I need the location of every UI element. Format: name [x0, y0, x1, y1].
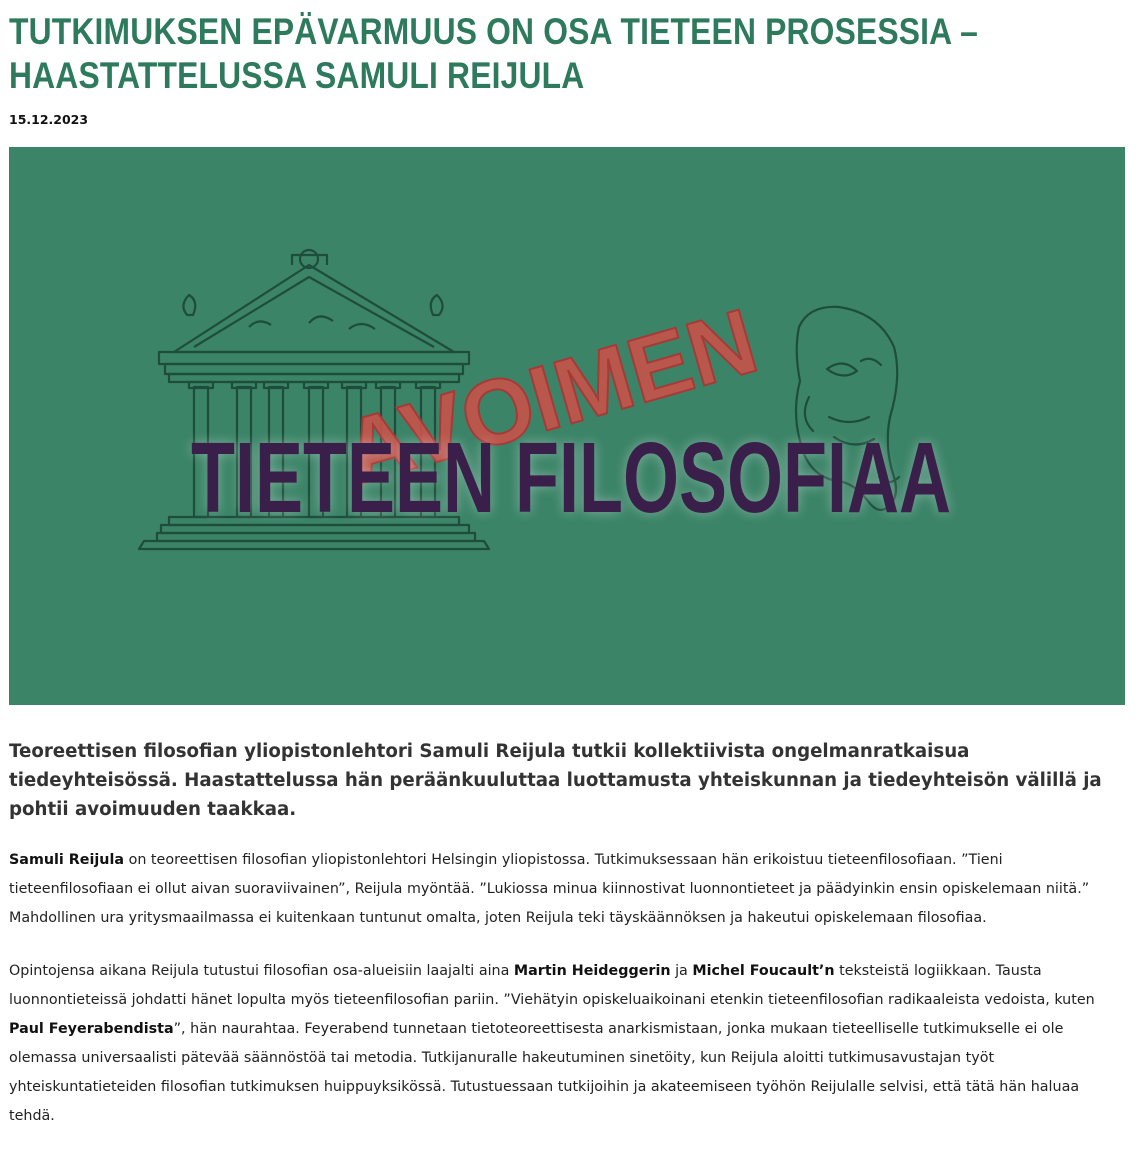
- article-date: 15.12.2023: [9, 112, 89, 127]
- hero-main-title: TIETEEN FILOSOFIAA: [191, 422, 951, 534]
- article-title: TUTKIMUKSEN EPÄVARMUUS ON OSA TIETEEN PROSESSIA – HAASTATTELUSSA SAMULI REIJULA: [9, 11, 979, 96]
- person-name-feyerabend: Paul Feyerabendista: [9, 1021, 174, 1037]
- avoimen-stamp-text: AVOIMEN: [333, 289, 768, 505]
- paragraph-2-text-1: Opintojensa aikana Reijula tutustui filosofian osa-alueisiin laajalti aina: [9, 963, 514, 979]
- paragraph-2-text-3: teksteistä logiikkaan. Tausta luonnontieteissä johdatti hänet lopulta myös tieteenfilosofian pariin. ”Viehätyin opiskeluaikoinani etenkin tieteenfilosofian radikaaleista vedoista, kuten: [9, 963, 1095, 1008]
- person-name-heidegger: Martin Heideggerin: [513, 963, 671, 979]
- paragraph-1: [9, 846, 1125, 933]
- hero-illustration: [9, 147, 1125, 705]
- paragraph-1-text: on teoreettisen filosofian yliopistonlehtori Helsingin yliopistossa. Tutkimuksessaan hän erikoistuu tieteenfilosofiaan. ”Tieni tieteenfilosofiaan ei ollut aivan suoraviivainen”, Reijula myöntää. ”Lukiossa minua kiinnostivat luonnontieteet ja päädyinkin ensin opiskelemaan niitä.” Mahdollinen ura yritysmaailmassa ei kuitenkaan tuntunut omalta, joten Reijula teki täyskäännöksen ja hakeutui opiskelemaan filosofiaa.: [9, 852, 1090, 926]
- article: [9, 0, 1125, 1124]
- hero-image: [9, 147, 1125, 705]
- paragraph-2-text-4: ”, hän naurahtaa. Feyerabend tunnetaan tietoteoreettisesta anarkismistaan, jonka mukaan tieteelliselle tutkimukselle ei ole olemassa universaalisti pätevää säännöstöä tai metodia. Tutkijanuralle hakeutuminen sinetöity, kun Reijula aloitti tutkimusavustajan työt yhteiskuntatieteiden filosofian tutkimuksen huippuyksikössä. Tutustuessaan tutkijoihin ja akateemiseen työhön Reijulalle selvisi, että tätä hän haluaa tehdä.: [9, 1021, 1080, 1124]
- person-name-reijula: Samuli Reijula: [9, 852, 125, 868]
- article-lead: Teoreettisen filosofian yliopistonlehtori Samuli Reijula tutkii kollektiivista ongelmanratkaisua tiedeyhteisössä. Haastattelussa hän peräänkuuluttaa luottamusta yhteiskunnan ja tiedeyhteisön välillä ja pohtii avoimuuden taakkaa.: [9, 741, 1102, 820]
- person-name-foucault: Michel Foucault’n: [692, 963, 835, 979]
- paragraph-2: [9, 957, 1125, 1131]
- paragraph-2-text-2: ja: [670, 963, 693, 979]
